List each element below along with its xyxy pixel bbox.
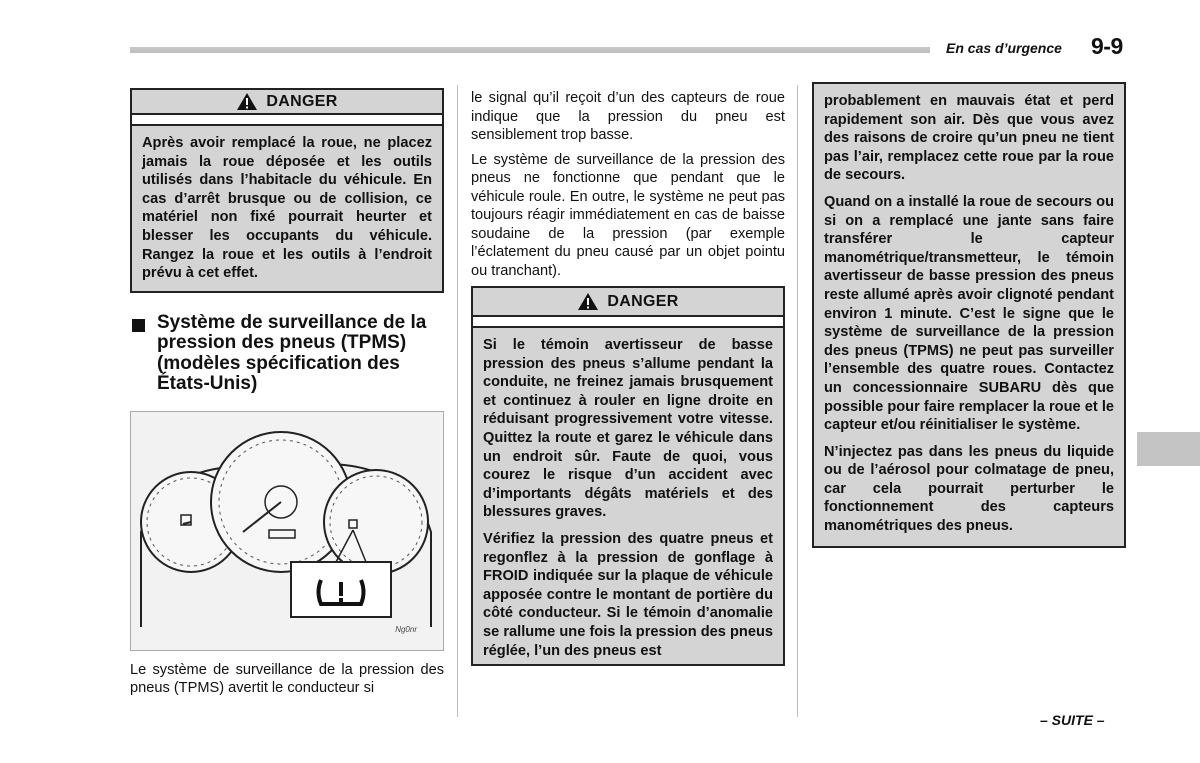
instrument-cluster-illustration <box>131 412 443 650</box>
danger-header <box>130 88 444 115</box>
continued-label: – SUITE – <box>1040 712 1105 728</box>
left-column <box>130 88 444 704</box>
column-divider-1 <box>457 85 458 717</box>
header-rule <box>130 47 930 53</box>
danger-body-continued <box>812 82 1126 548</box>
section-bullet-icon <box>132 319 145 332</box>
figure-code: Ng0nr <box>395 624 417 634</box>
page-number: 9-9 <box>1091 33 1123 59</box>
column-divider-2 <box>797 85 798 717</box>
middle-paragraph-2: Le système de surveillance de la pression des pneus ne fonctionne que pendant que le véhicule roule. En outre, le système ne peut pas toujours réagir immédiatement en cas de baisse soudaine de la pression (par exemple l’éclatement du pneu causé par un objet pointu ou tranchant). <box>471 151 785 279</box>
danger-label: DANGER <box>266 92 338 110</box>
chapter-title: En cas d’urgence <box>946 40 1062 56</box>
section-title: Système de surveillance de la pression des pneus (TPMS) (modèles spécification des États-Unis) <box>157 311 427 395</box>
warning-triangle-icon <box>577 292 599 311</box>
middle-column <box>471 89 785 666</box>
middle-paragraph-1: le signal qu’il reçoit d’un des capteurs de roue indique que la pression du pneu est sensiblement trop basse. <box>471 90 785 143</box>
danger-text-2: Vérifiez la pression des quatre pneus et regonflez à la pression de gonflage à FROID indiquée sur la plaque de véhicule apposée contre le montant de portière du côté conducteur. Si le témoin d’anomalie se rallume une fois la pression des pneus réglée, l’un des pneus est <box>483 530 773 659</box>
dashboard-figure <box>130 411 444 651</box>
danger-header-2 <box>471 286 785 317</box>
left-paragraph: Le système de surveillance de la pression des pneus (TPMS) avertit le conducteur si <box>130 661 444 697</box>
danger-continued-text-2: Quand on a installé la roue de secours ou si on a remplacé une jante sans faire transférer le capteur manométrique/transmetteur, le témoin avertisseur de basse pression des pneus reste allumé après avoir clignoté pendant environ 1 minute. C’est le signe que le système de surveillance de la pression des pneus (TPMS) ne peut pas surveiller l’ensemble des quatre roues. Contactez un concessionnaire SUBARU dès que possible pour faire remplacer la roue et le capteur et/ou réinitialiser le système. <box>824 193 1114 434</box>
danger-text-1: Si le témoin avertisseur de basse pression des pneus s’allume pendant la conduite, ne freinez jamais brusquement et continuez à rouler en ligne droite en réduisant progressivement votre vitesse. Quittez la route et garez le véhicule dans un endroit sûr. Faute de quoi, vous courez le risque d’un accident avec d’importants dégâts matériels et des blessures graves. <box>483 337 773 521</box>
danger-continued-text-1: probablement en mauvais état et perd rapidement son air. Dès que vous avez des raisons de croire qu’un pneu ne tient pas l’air, remplacez cette roue par la roue de secours. <box>824 93 1114 184</box>
danger-continued-text-3: N’injectez pas dans les pneus du liquide ou de l’aérosol pour colmatage de pneu, car cela pourrait perturber le fonctionnement des capteurs manométriques des pneus. <box>824 443 1114 535</box>
danger-text: Après avoir remplacé la roue, ne placez jamais la roue déposée et les outils utilisés dans l’habitacle du véhicule. En cas d’arrêt brusque ou de collision, ce matériel non fixé pourrait heurter et blesser les occupants du véhicule. Rangez la roue et les outils à l’endroit prévu à cet effet. <box>142 135 432 282</box>
danger-spacer <box>471 317 785 326</box>
danger-label: DANGER <box>607 292 679 310</box>
section-heading <box>130 313 444 395</box>
chapter-tab <box>1137 432 1200 466</box>
right-column <box>812 82 1126 548</box>
danger-spacer <box>130 115 444 124</box>
warning-triangle-icon <box>236 92 258 111</box>
danger-body-2 <box>471 326 785 666</box>
danger-body <box>130 124 444 293</box>
